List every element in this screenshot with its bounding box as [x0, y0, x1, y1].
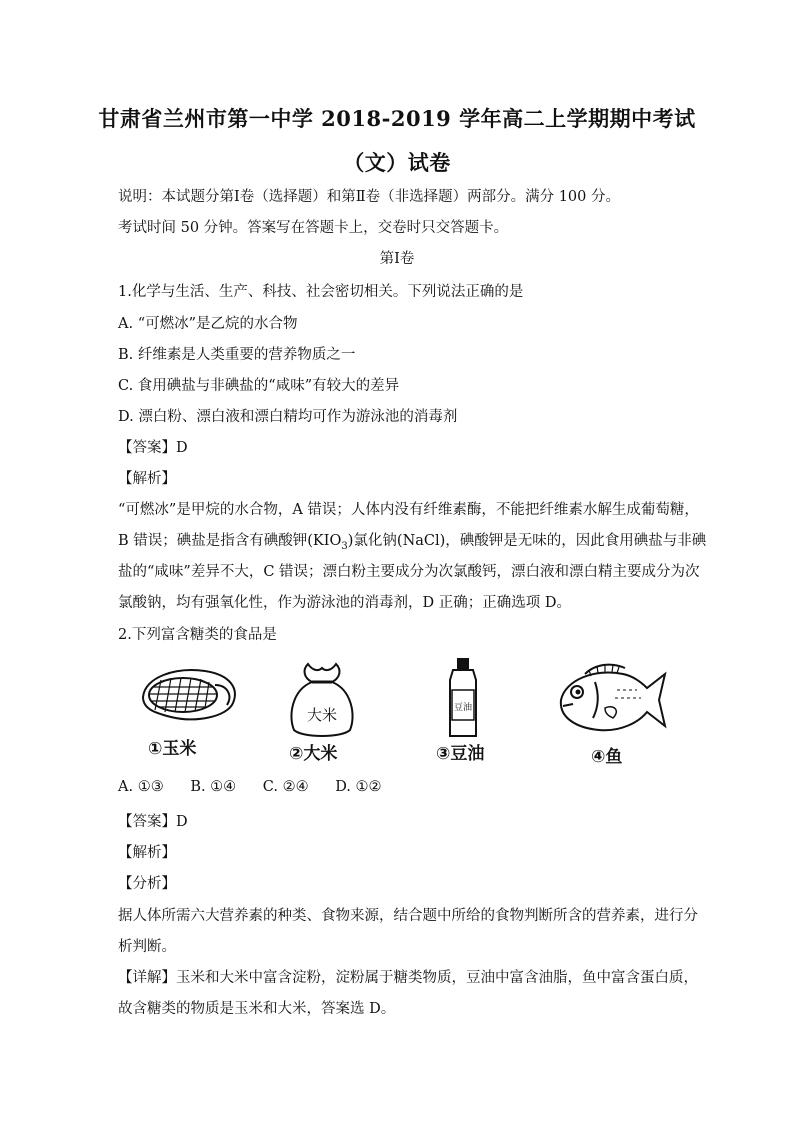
q1-stem: 1.化学与生活、生产、科技、社会密切相关。下列说法正确的是: [118, 284, 524, 300]
q1-analysis-line2: B 错误；碘盐是指含有碘酸钾$(KIO_3)$氯化钠(NaCl)，碘酸钾是无味的，因此食用碘盐与非碘: [118, 533, 707, 552]
q1-analysis-heading: 【解析】: [118, 471, 176, 487]
q2-options: [118, 779, 404, 795]
q2-analysis-sub: 【分析】: [118, 876, 176, 892]
q1-answer: 【答案】D: [118, 440, 188, 456]
q2-option-a: A. ①③: [118, 779, 164, 795]
food-label-fish: ④鱼: [591, 747, 623, 767]
q1-option-b: B. 纤维素是人类重要的营养物质之一: [118, 347, 356, 363]
corn-icon: [135, 663, 245, 725]
q2-option-b: B. ①④: [190, 779, 237, 795]
intro-line2: 考试时间 50 分钟。答案写在答题卡上，交卷时只交答题卡。: [118, 220, 509, 236]
q2-answer: 【答案】D: [118, 814, 188, 830]
q1-analysis-line1: “可燃冰”是甲烷的水合物，A 错误；人体内没有纤维素酶，不能把纤维素水解生成葡萄糖，: [118, 502, 699, 518]
q2-option-c: C. ②④: [262, 779, 309, 795]
food-label-oil: ③豆油: [436, 744, 485, 764]
q2-detail-line2: 故含糖类的物质是玉米和大米，答案选 D。: [118, 1001, 396, 1017]
q2-analysis-line2: 析判断。: [118, 939, 176, 955]
q1-option-c: C. 食用碘盐与非碘盐的“咸味”有较大的差异: [118, 378, 400, 394]
q1-option-d: D. 漂白粉、漂白液和漂白精均可作为游泳池的消毒剂: [118, 409, 458, 425]
oil-bottle-text: 豆油: [453, 703, 473, 713]
q2-option-d: D. ①②: [335, 779, 382, 795]
q2-stem: 2.下列富含糖类的食品是: [118, 627, 277, 643]
oil-bottle-icon: [443, 656, 483, 740]
q1-analysis-line4: 氯酸钠，均有强氧化性，作为游泳池的消毒剂，D 正确；正确选项 D。: [118, 595, 571, 611]
q1-option-a: A. “可燃冰”是乙烷的水合物: [118, 316, 298, 332]
food-label-corn: ①玉米: [148, 739, 197, 759]
food-label-rice: ②大米: [289, 744, 338, 764]
q2-detail-line1: 【详解】玉米和大米中富含淀粉，淀粉属于糖类物质，豆油中富含油脂，鱼中富含蛋白质，: [118, 970, 698, 986]
intro-line1: 说明：本试题分第Ⅰ卷（选择题）和第Ⅱ卷（非选择题）两部分。满分 100 分。: [118, 189, 620, 205]
q2-analysis-heading: 【解析】: [118, 845, 176, 861]
rice-bag-text: 大米: [306, 706, 338, 724]
exam-title-line2: （文）试卷: [343, 150, 451, 175]
rice-bag-icon: [282, 660, 362, 740]
fish-icon: [555, 660, 670, 738]
subscript-3: 3: [341, 540, 348, 552]
exam-title-line1: 甘肃省兰州市第一中学 2018-2019 学年高二上学期期中考试: [98, 106, 696, 131]
q2-analysis-line1: 据人体所需六大营养素的种类、食物来源，结合题中所给的食物判断所含的营养素，进行分: [118, 908, 698, 924]
q1-analysis-line3: 盐的“咸味”差异不大，C 错误；漂白粉主要成分为次氯酸钙，漂白液和漂白精主要成分为次: [118, 564, 700, 580]
section-heading: 第Ⅰ卷: [379, 251, 415, 267]
